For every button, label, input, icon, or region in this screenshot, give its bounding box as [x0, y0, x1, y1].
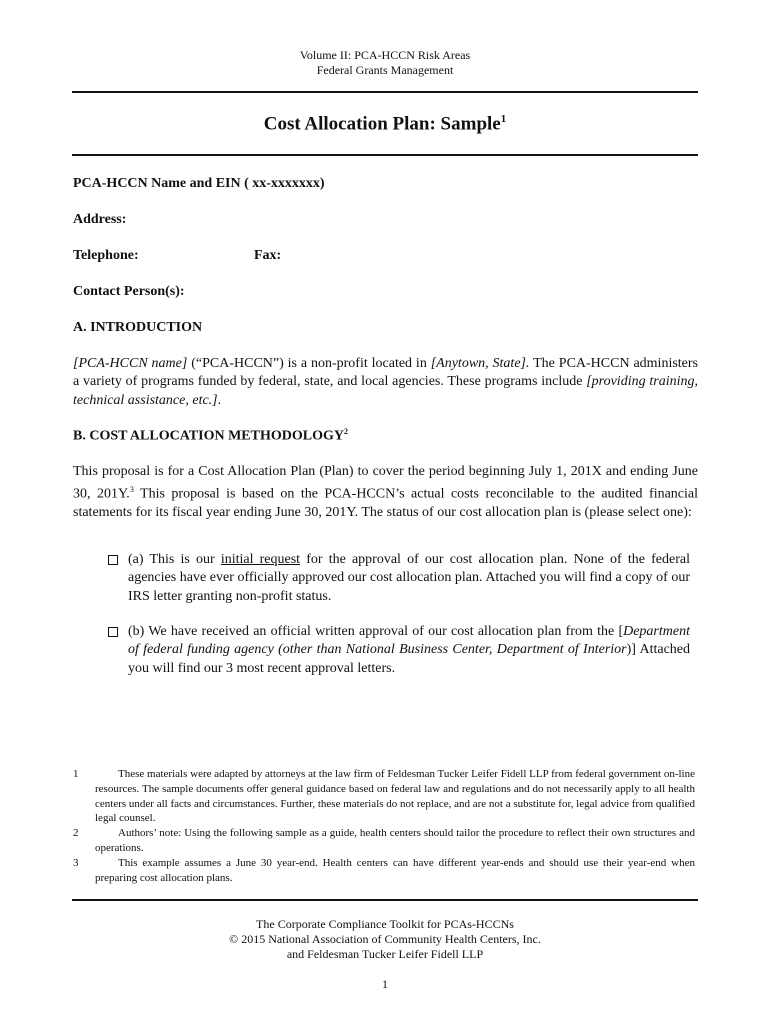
contact-person-label: Contact Person(s): — [73, 284, 185, 299]
page-title — [0, 113, 770, 135]
header-volume: Volume II: PCA-HCCN Risk Areas — [299, 48, 471, 62]
footnote-1-number: 1 — [73, 768, 79, 780]
title-rule — [72, 154, 698, 156]
pca-name-placeholder: [PCA-HCCN name] — [73, 356, 188, 371]
page-title-text: Cost Allocation Plan: Sample — [263, 113, 501, 135]
telephone-label: Telephone: — [73, 248, 139, 263]
footnote-1-text: These materials were adapted by attorneys at the law firm of Feldesman Tucker Leifer Fidell LLP from federal government on-line resources. The sample documents offer general guidance based on federal law and regulations and do not necessarily apply to all health centers under all facts and circumstances. Further, these materials do not replace, and are not a substitute for, legal advice from qualified legal counsel. — [95, 768, 695, 825]
option-a-text-2: for the approval of our cost allocation plan. None of the federal agencies have ever officially approved our cost allocation plan. Attached you will find a copy of our IRS letter granting non-profit status. — [128, 552, 690, 604]
introduction-paragraph — [73, 355, 698, 410]
option-b-text — [128, 623, 690, 678]
option-a-text — [128, 551, 690, 606]
running-header — [0, 48, 770, 78]
option-b-checkbox[interactable] — [108, 627, 118, 637]
header-subject: Federal Grants Management — [316, 63, 454, 77]
methodology-text-2: This proposal is based on the PCA-HCCN’s actual costs reconcilable to the audited financial statements for its fiscal year ending June 30, 201Y. The status of our cost allocation plan is (please select one): — [73, 486, 699, 521]
intro-text-2: The PCA-HCCN administers a variety of programs funded by federal, state, and local agencies. These programs include — [73, 356, 699, 390]
footer-law-firm: and Feldesman Tucker Leifer Fidell LLP — [286, 947, 484, 961]
footer-rule — [72, 899, 698, 901]
initial-request-underline: initial request — [220, 552, 301, 567]
address-label: Address: — [73, 212, 127, 227]
footer-copyright: © 2015 National Association of Community Health Centers, Inc. — [229, 932, 541, 946]
methodology-paragraph — [73, 463, 698, 523]
option-a-text-1: (a) This is our — [128, 552, 221, 567]
page-number: 1 — [382, 977, 388, 991]
option-a-checkbox[interactable] — [108, 555, 118, 565]
section-b-heading — [73, 427, 348, 445]
footer-toolkit: The Corporate Compliance Toolkit for PCAs-HCCNs — [256, 917, 514, 931]
location-placeholder: [Anytown, State]. — [430, 356, 530, 371]
fax-label: Fax: — [254, 248, 282, 263]
funding-agency-placeholder: Department of federal funding agency (other than National Business Center, Department of Interior — [128, 624, 690, 658]
footnote-2-number: 2 — [73, 827, 79, 839]
header-rule — [72, 91, 698, 93]
option-b-text-2: )] Attached you will find our 3 most recent approval letters. — [128, 642, 690, 676]
footnote-3-number: 3 — [73, 857, 79, 869]
section-b-heading-text: B. COST ALLOCATION METHODOLOGY — [73, 428, 344, 444]
title-footnote-ref: 1 — [500, 113, 507, 125]
name-ein-label: PCA-HCCN Name and EIN ( xx-xxxxxxx) — [73, 176, 325, 191]
methodology-footnote-ref: 3 — [129, 485, 134, 495]
running-footer — [0, 917, 770, 962]
methodology-text-1: This proposal is for a Cost Allocation Plan (Plan) to cover the period beginning July 1, 201X and ending June 30, 201Y. — [73, 464, 698, 502]
option-b-text-1: (b) We have received an official written approval of our cost allocation plan from the [ — [128, 624, 624, 639]
section-a-heading: A. INTRODUCTION — [73, 320, 203, 335]
section-b-footnote-ref: 2 — [343, 427, 348, 436]
footnote-2-text: Authors’ note: Using the following sample as a guide, health centers should tailor the procedure to reflect their own structures and operations. — [95, 827, 695, 854]
footnote-3-text: This example assumes a June 30 year-end. Health centers can have different year-ends and should use their year-end when preparing cost allocation plans. — [95, 857, 695, 884]
programs-placeholder: [providing training, technical assistance, etc.] — [73, 374, 698, 408]
intro-text-end: . — [217, 392, 222, 408]
intro-text-1: (“PCA-HCCN”) is a non-profit located in — [187, 356, 431, 371]
